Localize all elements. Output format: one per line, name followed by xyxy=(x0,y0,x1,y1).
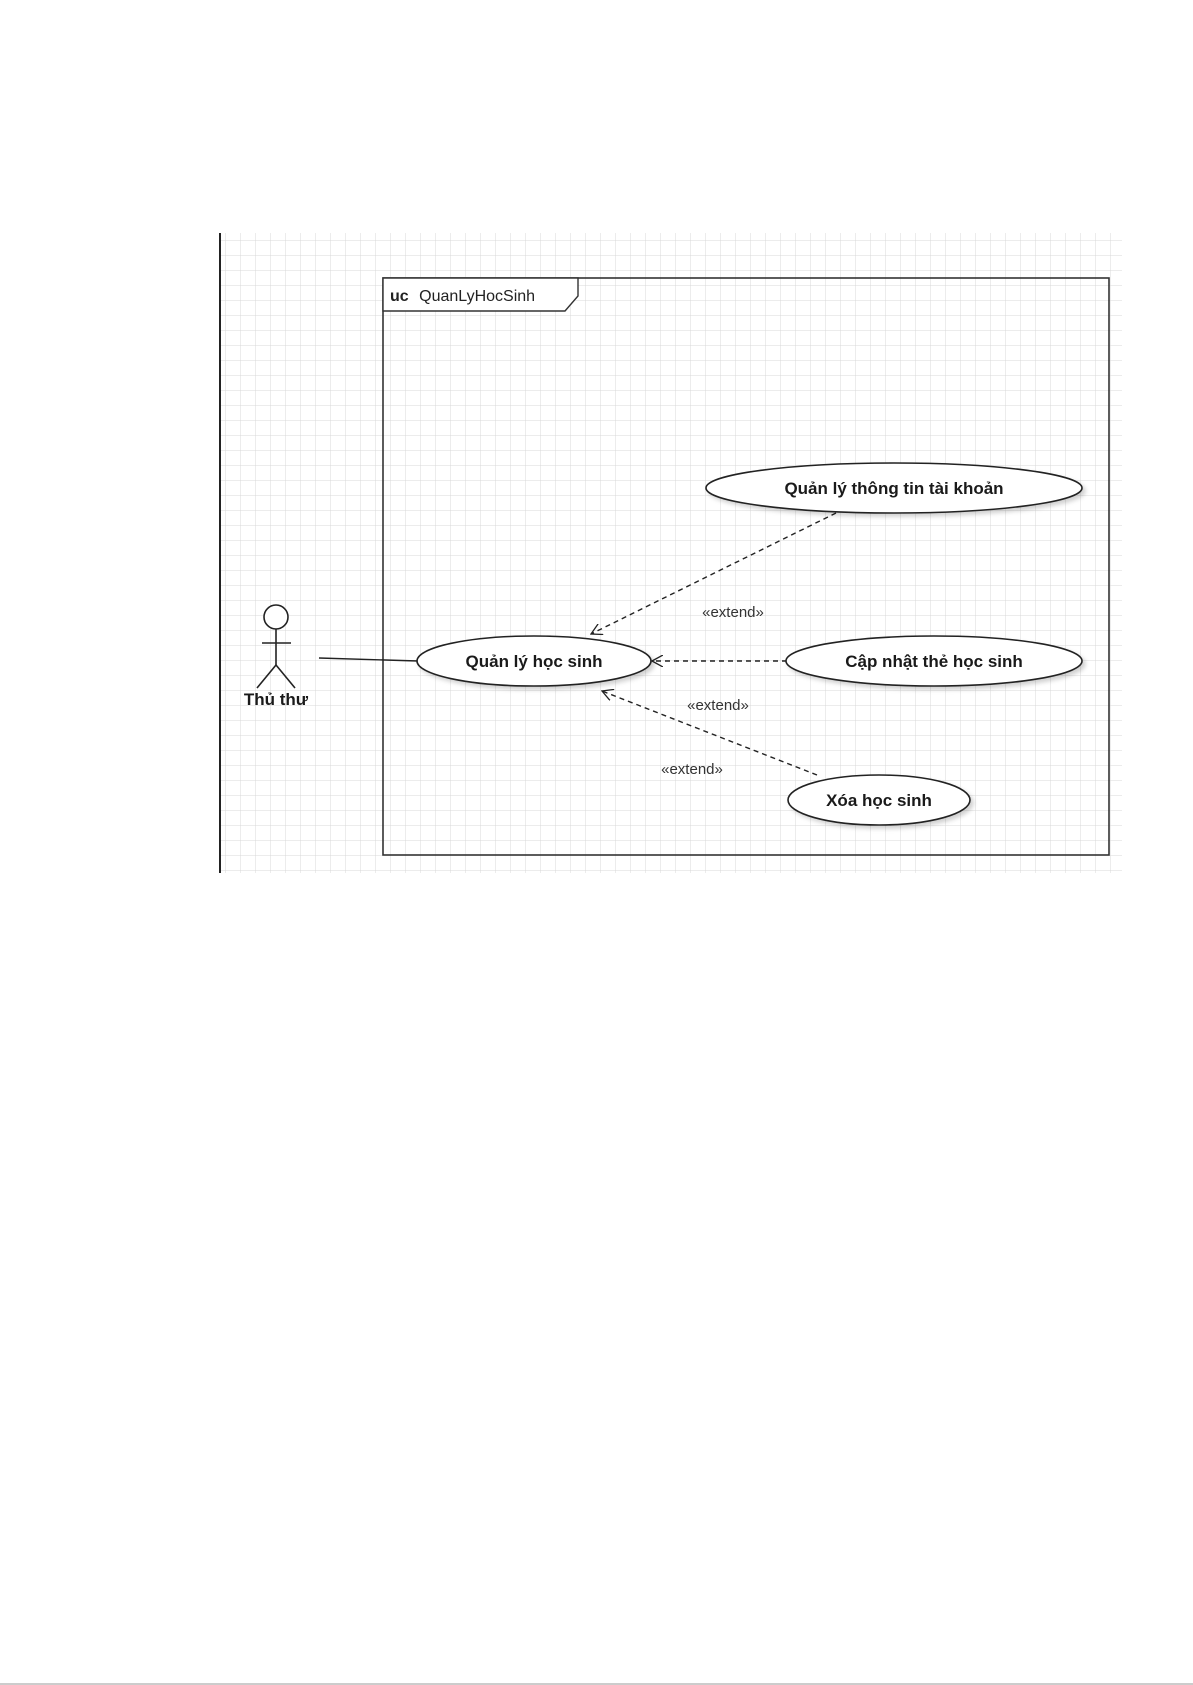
frame-name: QuanLyHocSinh xyxy=(419,288,536,305)
extend-label-account: «extend» xyxy=(702,604,764,621)
use-case-delete-label: Xóa học sinh xyxy=(826,791,932,810)
actor-head-icon xyxy=(264,605,288,629)
svg-text:uc QuanLyHocSinh xyxy=(390,288,535,305)
use-case-main-label: Quản lý học sinh xyxy=(465,652,603,671)
extend-label-delete: «extend» xyxy=(661,761,723,778)
use-case-update-card-label: Cập nhật thẻ học sinh xyxy=(845,652,1023,671)
actor-name: Thủ thư xyxy=(243,690,309,709)
extend-label-update-card: «extend» xyxy=(687,697,749,714)
use-case-account-label: Quản lý thông tin tài khoản xyxy=(784,479,1004,498)
frame-keyword: uc xyxy=(390,288,409,305)
